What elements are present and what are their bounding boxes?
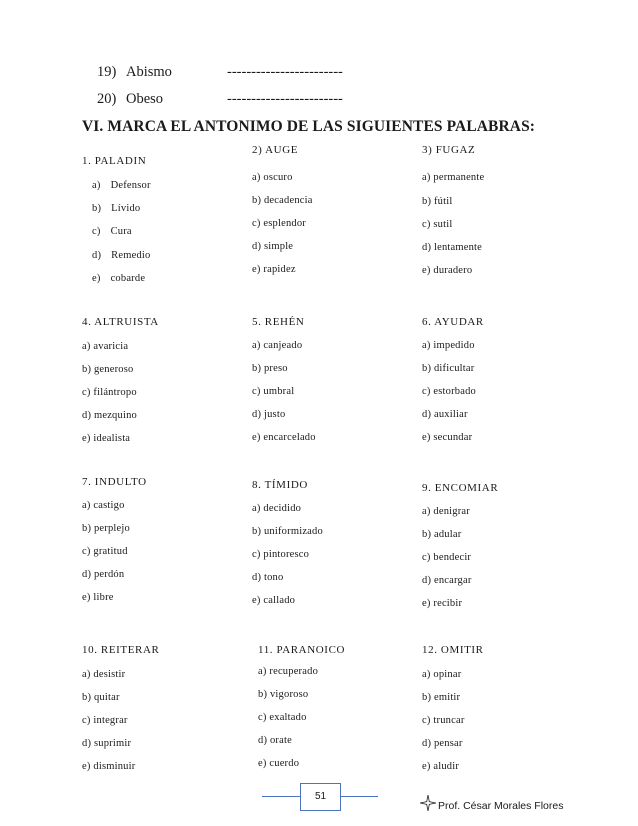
option: e) aludir bbox=[422, 761, 460, 772]
option: e) encarcelado bbox=[252, 432, 316, 443]
list-item-20 bbox=[97, 91, 163, 108]
option: c) integrar bbox=[82, 715, 128, 726]
option: b) generoso bbox=[82, 364, 134, 375]
question-title: 6. AYUDAR bbox=[422, 316, 484, 328]
question-title: 4. ALTRUISTA bbox=[82, 316, 159, 328]
option: c) exaltado bbox=[258, 712, 307, 723]
option: a) oscuro bbox=[252, 172, 293, 183]
option: c) truncar bbox=[422, 715, 465, 726]
option: a) impedido bbox=[422, 340, 475, 351]
option: d) auxiliar bbox=[422, 409, 468, 420]
option: d) lentamente bbox=[422, 242, 483, 253]
option: d) encargar bbox=[422, 575, 472, 586]
footer-line-left bbox=[262, 796, 300, 797]
option: a) permanente bbox=[422, 172, 485, 183]
option: e) libre bbox=[82, 592, 114, 603]
four-point-star-icon bbox=[420, 795, 436, 811]
option: c) filántropo bbox=[82, 387, 137, 398]
option: b) fútil bbox=[422, 196, 453, 207]
option: c) umbral bbox=[252, 386, 295, 397]
option: e) recibir bbox=[422, 598, 463, 609]
item-word: Abismo bbox=[125, 64, 172, 80]
section-heading: VI. MARCA EL ANTONIMO DE LAS SIGUIENTES PALABRAS: bbox=[82, 118, 536, 135]
list-item-19 bbox=[97, 64, 172, 81]
option: e) cobarde bbox=[92, 273, 146, 284]
option: d) suprimir bbox=[82, 738, 132, 749]
question-title: 1. PALADIN bbox=[82, 155, 147, 167]
footer-line-right bbox=[340, 796, 378, 797]
item-number: 20) bbox=[97, 91, 117, 107]
option: a) avaricia bbox=[82, 341, 129, 352]
option: b) Lívido bbox=[92, 203, 141, 214]
option: b) dificultar bbox=[422, 363, 475, 374]
option: e) idealista bbox=[82, 433, 131, 444]
option: b) adular bbox=[422, 529, 462, 540]
option: c) gratitud bbox=[82, 546, 128, 557]
item-number: 19) bbox=[97, 64, 117, 80]
question-title: 10. REITERAR bbox=[82, 644, 160, 656]
option: a) canjeado bbox=[252, 340, 303, 351]
option: a) opinar bbox=[422, 669, 462, 680]
option: b) emitir bbox=[422, 692, 461, 703]
option: a) recuperado bbox=[258, 666, 319, 677]
option: d) tono bbox=[252, 572, 284, 583]
option: c) estorbado bbox=[422, 386, 477, 397]
option: d) justo bbox=[252, 409, 286, 420]
option: c) Cura bbox=[92, 226, 132, 237]
option: e) cuerdo bbox=[258, 758, 300, 769]
question-title: 3) FUGAZ bbox=[422, 144, 476, 156]
option: e) rapidez bbox=[252, 264, 296, 275]
question-title: 11. PARANOICO bbox=[258, 644, 346, 656]
option: e) duradero bbox=[422, 265, 473, 276]
option: a) castigo bbox=[82, 500, 125, 511]
option: a) decidido bbox=[252, 503, 302, 514]
option: e) secundar bbox=[422, 432, 473, 443]
option: d) perdón bbox=[82, 569, 125, 580]
option: b) quitar bbox=[82, 692, 120, 703]
option: b) uniformizado bbox=[252, 526, 323, 537]
option: a) Defensor bbox=[92, 180, 151, 191]
option: a) denigrar bbox=[422, 506, 470, 517]
item-word: Obeso bbox=[125, 91, 164, 107]
option: d) simple bbox=[252, 241, 294, 252]
answer-blank: ------------------------ bbox=[227, 64, 343, 80]
question-title: 7. INDULTO bbox=[82, 476, 147, 488]
option: e) disminuir bbox=[82, 761, 136, 772]
option: a) desistir bbox=[82, 669, 126, 680]
option: c) sutil bbox=[422, 219, 453, 230]
option: d) orate bbox=[258, 735, 292, 746]
option: b) perplejo bbox=[82, 523, 130, 534]
page-number: 51 bbox=[300, 783, 341, 811]
question-title: 12. OMITIR bbox=[422, 644, 484, 656]
option: d) mezquino bbox=[82, 410, 137, 421]
option: b) decadencia bbox=[252, 195, 313, 206]
option: c) pintoresco bbox=[252, 549, 310, 560]
option: d) Remedio bbox=[92, 250, 151, 261]
option: c) bendecir bbox=[422, 552, 472, 563]
answer-blank: ------------------------ bbox=[227, 91, 343, 107]
question-title: 2) AUGE bbox=[252, 144, 299, 156]
question-title: 5. REHÉN bbox=[252, 316, 305, 328]
question-title: 9. ENCOMIAR bbox=[422, 482, 499, 494]
option: b) vigoroso bbox=[258, 689, 309, 700]
option: b) preso bbox=[252, 363, 288, 374]
question-title: 8. TÍMIDO bbox=[252, 479, 308, 491]
option: e) callado bbox=[252, 595, 296, 606]
option: d) pensar bbox=[422, 738, 463, 749]
author-name: Prof. César Morales Flores bbox=[438, 800, 564, 812]
option: c) esplendor bbox=[252, 218, 307, 229]
